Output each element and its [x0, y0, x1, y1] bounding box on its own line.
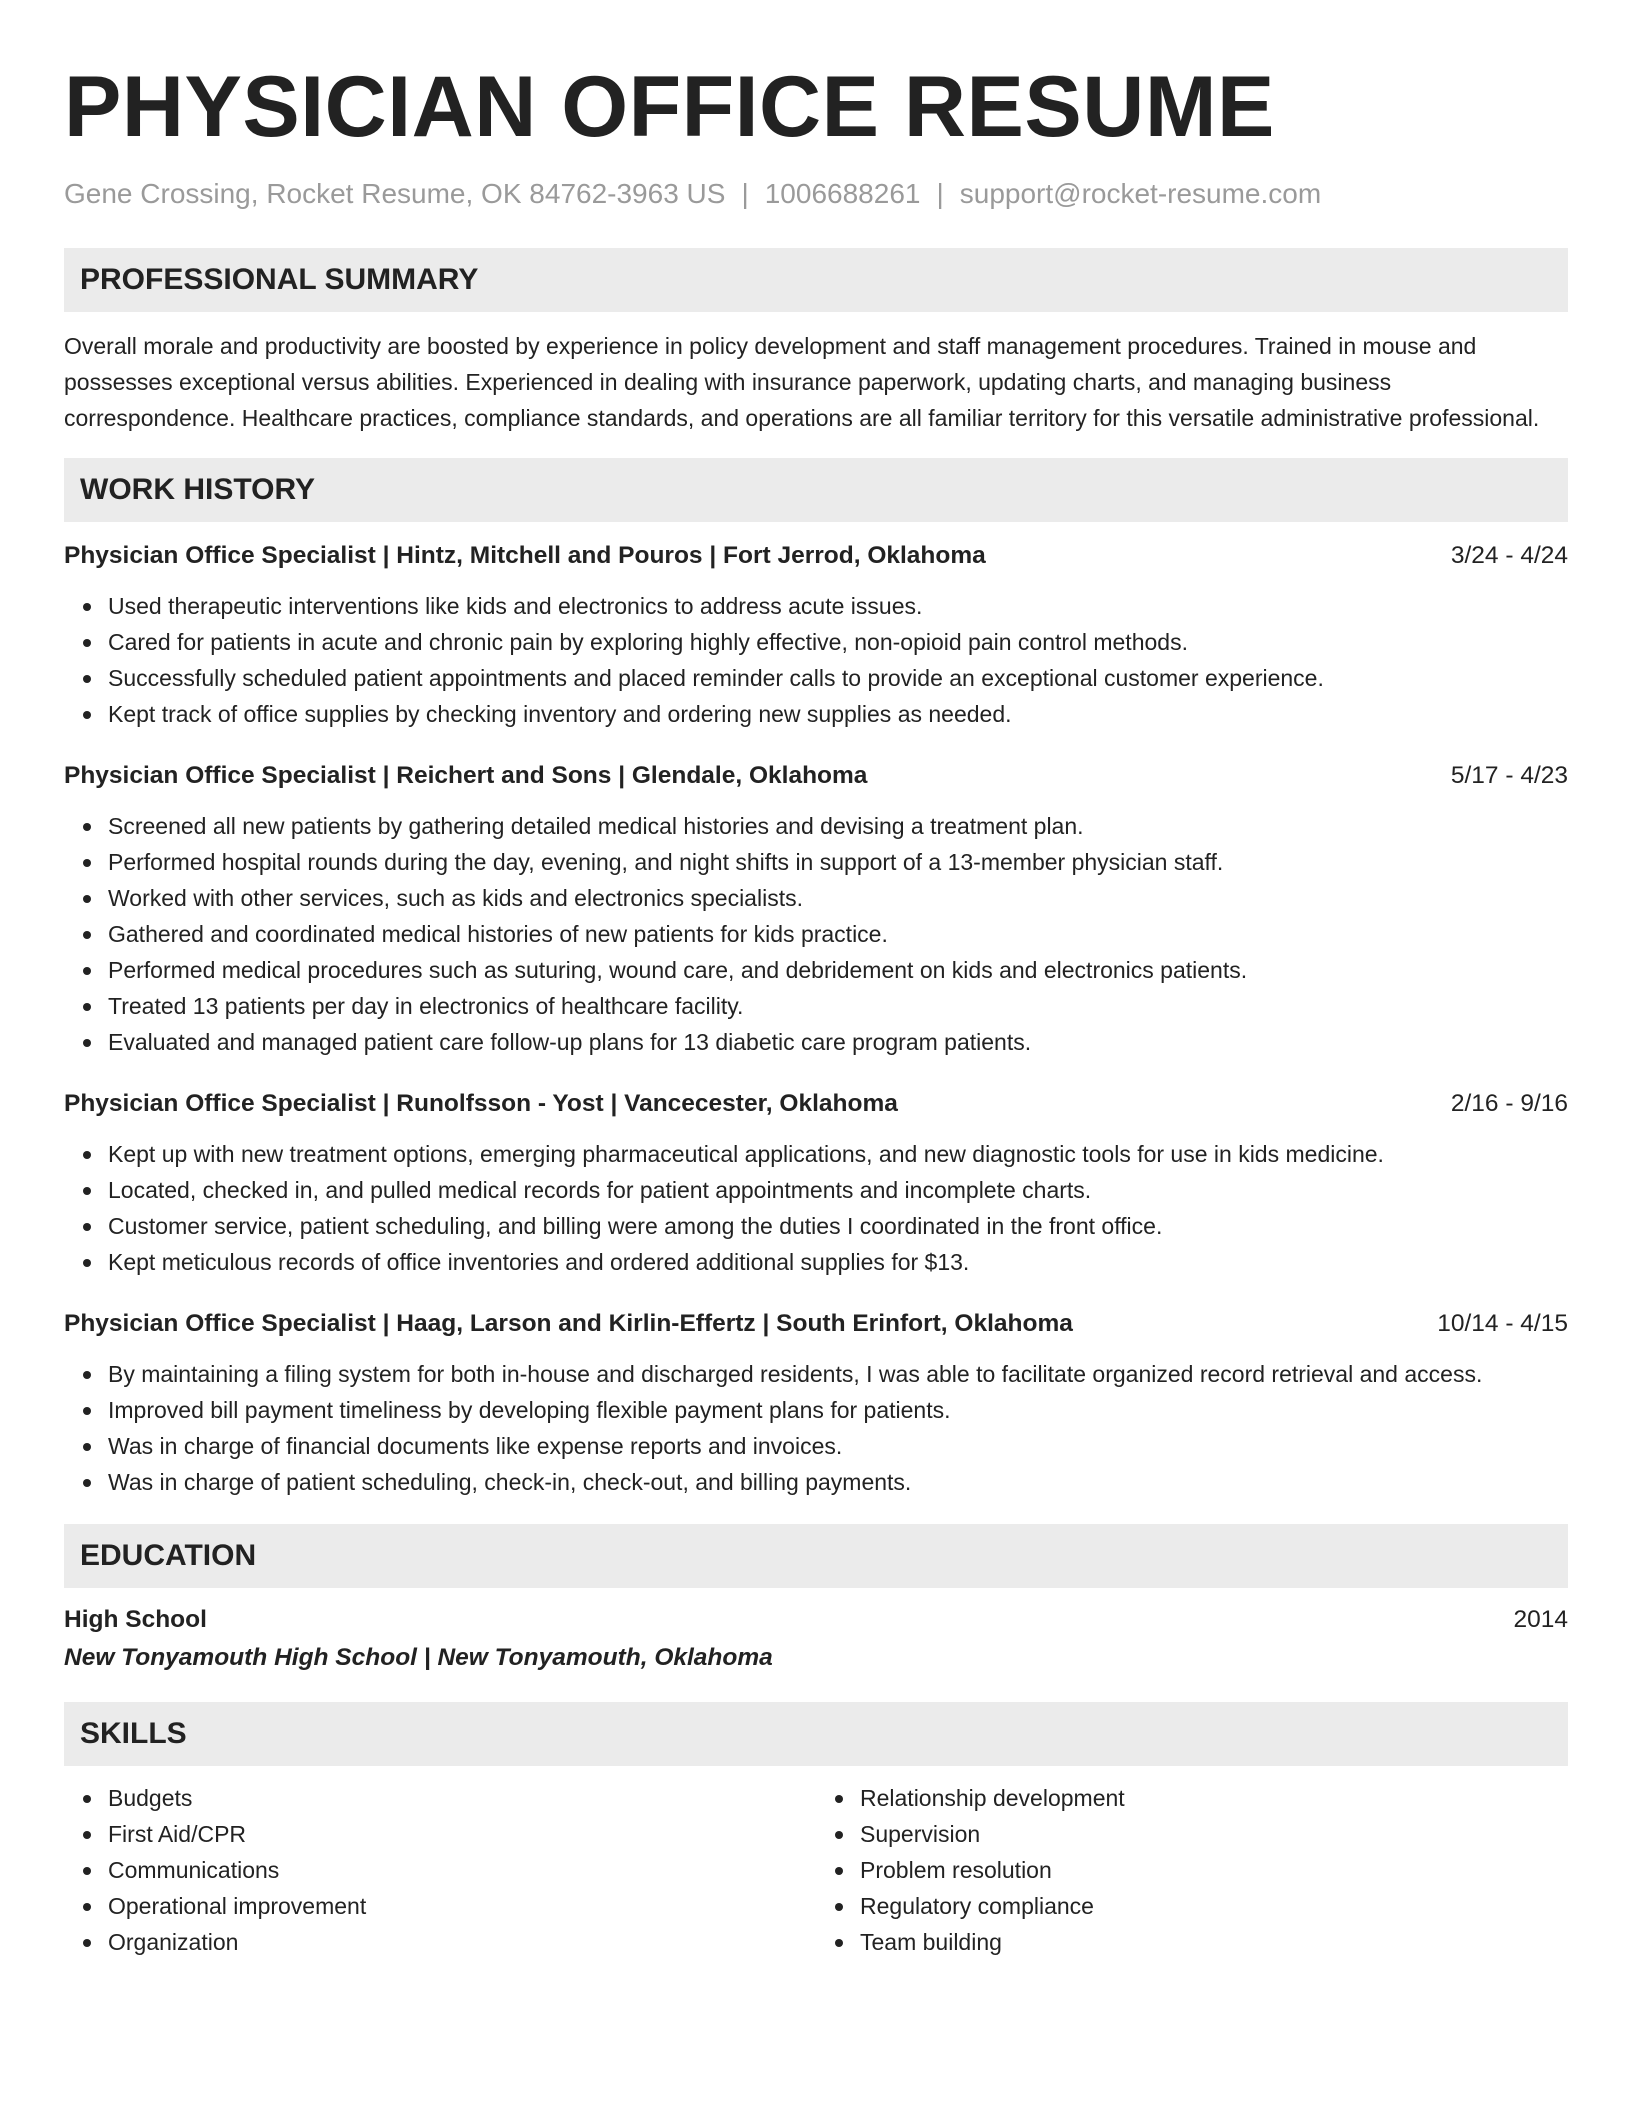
- job-dates: 10/14 - 4/15: [1437, 1310, 1568, 1337]
- list-item: Supervision: [860, 1816, 1568, 1852]
- job-bullets: [64, 808, 1568, 1060]
- list-item: By maintaining a filing system for both in-house and discharged residents, I was able to facilitate organized record retrieval and access.: [108, 1356, 1568, 1392]
- job-bullets: [64, 1356, 1568, 1500]
- contact-separator: |: [741, 178, 749, 209]
- job-title: Physician Office Specialist | Haag, Larson and Kirlin-Effertz | South Erinfort, Oklahoma: [64, 1310, 1073, 1337]
- job-dates: 3/24 - 4/24: [1450, 542, 1568, 569]
- list-item: Improved bill payment timeliness by developing flexible payment plans for patients.: [108, 1392, 1568, 1428]
- contact-separator: |: [936, 178, 944, 209]
- summary-text: Overall morale and productivity are boosted by experience in policy development and staff management procedures. Trained in mouse and possesses exceptional versus abilities. Experienced in dealing with insurance paperwork, updating charts, and managing business correspondence. Healthcare practices, compliance standards, and operations are all familiar territory for this versatile administrative professional.: [64, 333, 1540, 431]
- list-item: Kept up with new treatment options, emerging pharmaceutical applications, and new diagnostic tools for use in kids medicine.: [108, 1136, 1568, 1172]
- list-item: Customer service, patient scheduling, and billing were among the duties I coordinated in the front office.: [108, 1208, 1568, 1244]
- job-entry: [64, 1086, 1568, 1280]
- list-item: Team building: [860, 1924, 1568, 1960]
- contact-phone: 1006688261: [764, 178, 921, 209]
- list-item: Communications: [108, 1852, 816, 1888]
- skills-list: [64, 1780, 1568, 1960]
- list-item: Regulatory compliance: [860, 1888, 1568, 1924]
- job-title: Physician Office Specialist | Runolfsson - Yost | Vancecester, Oklahoma: [64, 1090, 898, 1117]
- list-item: Gathered and coordinated medical histories of new patients for kids practice.: [108, 916, 1568, 952]
- list-item: Relationship development: [860, 1780, 1568, 1816]
- job-entry: [64, 758, 1568, 1060]
- list-item: First Aid/CPR: [108, 1816, 816, 1852]
- list-item: Organization: [108, 1924, 816, 1960]
- job-dates: 5/17 - 4/23: [1450, 762, 1568, 789]
- list-item: Used therapeutic interventions like kids and electronics to address acute issues.: [108, 588, 1568, 624]
- job-entry: [64, 538, 1568, 732]
- skills-column-right: [816, 1780, 1568, 1960]
- education-entry: [64, 1602, 1568, 1676]
- education-school: New Tonyamouth High School | New Tonyamouth, Oklahoma: [64, 1644, 773, 1671]
- list-item: Performed medical procedures such as suturing, wound care, and debridement on kids and electronics patients.: [108, 952, 1568, 988]
- skills-column-left: [64, 1780, 816, 1960]
- list-item: Problem resolution: [860, 1852, 1568, 1888]
- job-bullets: [64, 588, 1568, 732]
- contact-line: [64, 178, 1568, 210]
- education-degree: High School: [64, 1606, 207, 1633]
- job-bullets: [64, 1136, 1568, 1280]
- list-item: Successfully scheduled patient appointments and placed reminder calls to provide an exceptional customer experience.: [108, 660, 1568, 696]
- list-item: Budgets: [108, 1780, 816, 1816]
- list-item: Performed hospital rounds during the day, evening, and night shifts in support of a 13-member physician staff.: [108, 844, 1568, 880]
- summary-heading: PROFESSIONAL SUMMARY: [64, 248, 1568, 312]
- list-item: Screened all new patients by gathering detailed medical histories and devising a treatment plan.: [108, 808, 1568, 844]
- work-history-heading: WORK HISTORY: [64, 458, 1568, 522]
- job-dates: 2/16 - 9/16: [1450, 1090, 1568, 1117]
- list-item: Kept track of office supplies by checking inventory and ordering new supplies as needed.: [108, 696, 1568, 732]
- list-item: Was in charge of patient scheduling, check-in, check-out, and billing payments.: [108, 1464, 1568, 1500]
- job-title: Physician Office Specialist | Reichert and Sons | Glendale, Oklahoma: [64, 762, 868, 789]
- contact-address: Gene Crossing, Rocket Resume, OK 84762-3963 US: [64, 178, 726, 209]
- list-item: Located, checked in, and pulled medical records for patient appointments and incomplete charts.: [108, 1172, 1568, 1208]
- list-item: Evaluated and managed patient care follow-up plans for 13 diabetic care program patients.: [108, 1024, 1568, 1060]
- skills-heading: SKILLS: [64, 1702, 1568, 1766]
- list-item: Worked with other services, such as kids and electronics specialists.: [108, 880, 1568, 916]
- list-item: Operational improvement: [108, 1888, 816, 1924]
- list-item: Treated 13 patients per day in electronics of healthcare facility.: [108, 988, 1568, 1024]
- job-title: Physician Office Specialist | Hintz, Mitchell and Pouros | Fort Jerrod, Oklahoma: [64, 542, 986, 569]
- job-entry: [64, 1306, 1568, 1500]
- resume-title: PHYSICIAN OFFICE RESUME: [64, 59, 1275, 155]
- list-item: Kept meticulous records of office inventories and ordered additional supplies for $13.: [108, 1244, 1568, 1280]
- list-item: Was in charge of financial documents like expense reports and invoices.: [108, 1428, 1568, 1464]
- contact-email: support@rocket-resume.com: [959, 178, 1322, 209]
- list-item: Cared for patients in acute and chronic pain by exploring highly effective, non-opioid pain control methods.: [108, 624, 1568, 660]
- education-year: 2014: [1513, 1606, 1568, 1633]
- education-heading: EDUCATION: [64, 1524, 1568, 1588]
